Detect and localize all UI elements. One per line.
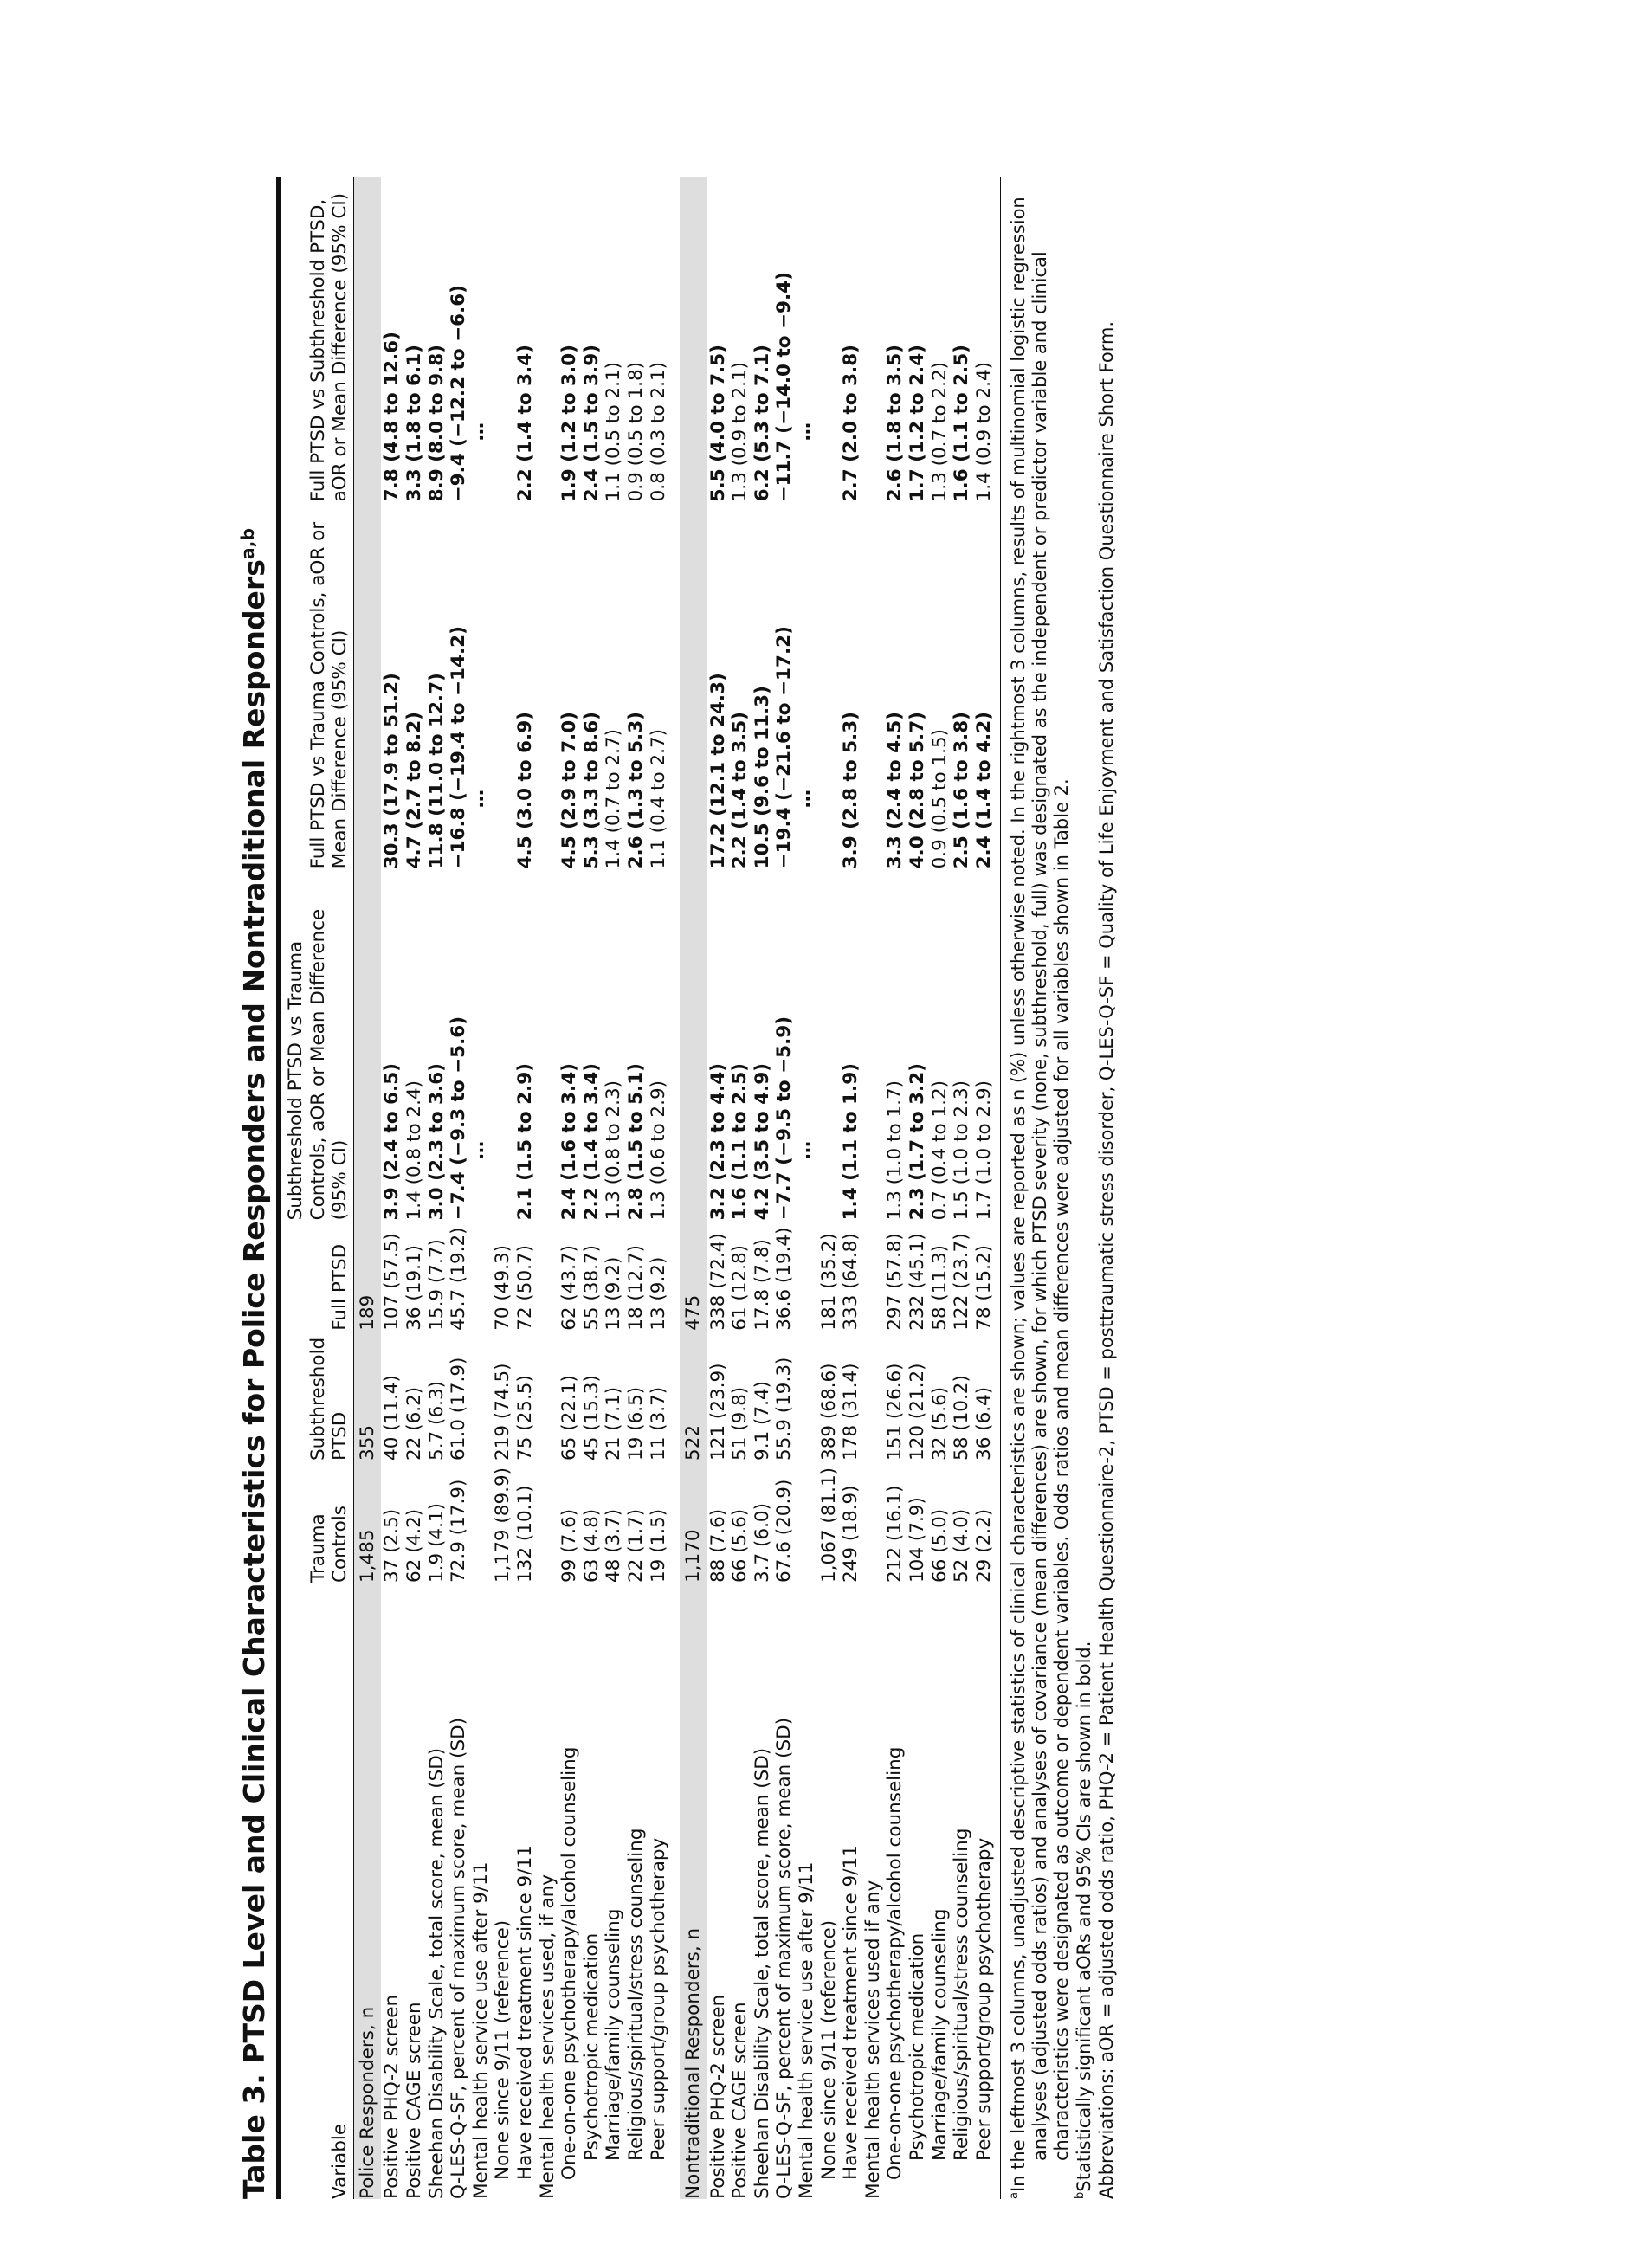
row-label: Q-LES-Q-SF, percent of maximum score, mean (SD) [773, 1717, 796, 2199]
table-row [707, 177, 730, 2199]
section-row [353, 177, 381, 2199]
row-label: One-on-one psychotherapy/alcohol counseling [884, 1746, 907, 2180]
value-cell: 3.3 (2.4 to 4.5) [884, 712, 907, 869]
value-cell: 0.9 (0.5 to 1.5) [928, 728, 951, 869]
value-cell: 10.5 (9.6 to 11.3) [751, 686, 773, 869]
value-cell: 18 (12.7) [624, 1244, 647, 1331]
table-row [773, 177, 796, 2199]
value-cell: 2.1 (1.5 to 2.9) [513, 1063, 536, 1221]
value-cell: 2.4 (1.4 to 4.2) [972, 712, 995, 869]
value-cell: 104 (7.9) [907, 1497, 929, 1583]
value-cell: 389 (68.6) [817, 1363, 840, 1461]
table-row [537, 177, 559, 2199]
value-cell: 40 (11.4) [381, 1375, 403, 1461]
footnote-b [1074, 177, 1095, 2199]
value-cell: 45.7 (19.2) [448, 1227, 470, 1331]
value-cell: 9.1 (7.4) [751, 1380, 773, 1461]
value-cell: 1.4 (0.8 to 2.4) [403, 1080, 425, 1221]
section-n-cell: 189 [353, 1220, 381, 1330]
value-cell: 66 (5.0) [928, 1508, 951, 1583]
value-cell: 1,179 (89.9) [492, 1467, 514, 1583]
value-cell: 1.3 (0.9 to 2.1) [729, 361, 752, 502]
value-cell: 6.2 (5.3 to 7.1) [751, 345, 773, 502]
table-row [884, 177, 907, 2199]
row-label: Peer support/group psychotherapy [647, 1837, 669, 2161]
row-label: Mental health service use after 9/11 [469, 1861, 492, 2199]
value-cell: 120 (21.2) [907, 1363, 929, 1461]
value-cell [796, 1331, 818, 1461]
col-full-vs-controls: Full PTSD vs Trauma Controls, aOR or Mean Difference (95% CI) [307, 521, 352, 869]
value-cell: 2.4 (1.6 to 3.4) [558, 1063, 581, 1221]
footnote-a-marker: a [1008, 2192, 1022, 2199]
value-cell: 36 (19.1) [403, 1244, 425, 1331]
value-cell: 1.1 (0.4 to 2.7) [647, 728, 669, 869]
value-cell [862, 868, 885, 1220]
value-cell: 219 (74.5) [492, 1363, 514, 1461]
value-cell: 1.3 (0.8 to 2.3) [603, 1080, 625, 1221]
value-cell: 1.9 (1.2 to 3.0) [558, 345, 581, 502]
value-cell [796, 868, 818, 1220]
row-label: Positive CAGE screen [729, 2002, 752, 2199]
value-cell: 36 (6.4) [972, 1386, 995, 1461]
table-row [951, 177, 973, 2199]
section-n-cell: 1,170 [680, 1461, 707, 1583]
value-cell: 61.0 (17.9) [448, 1357, 470, 1461]
value-cell: 55.9 (19.3) [773, 1357, 796, 1461]
row-label: Psychotropic medication [907, 1932, 929, 2161]
value-cell: 1.1 (0.5 to 2.1) [603, 361, 625, 502]
value-cell: 99 (7.6) [558, 1508, 581, 1583]
value-cell: 1,067 (81.1) [817, 1467, 840, 1583]
value-cell: 70 (49.3) [492, 1244, 514, 1331]
table-row [907, 177, 929, 2199]
value-cell: 2.6 (1.3 to 5.3) [624, 712, 647, 869]
row-label: One-on-one psychotherapy/alcohol counseling [558, 1746, 581, 2180]
value-cell: 15.9 (7.7) [425, 1239, 448, 1331]
col-full-vs-sub: Full PTSD vs Subthreshold PTSD, aOR or Mean Difference (95% CI) [307, 192, 352, 502]
value-cell: 122 (23.7) [951, 1233, 973, 1331]
table-row [603, 177, 625, 2199]
section-empty-cell [353, 177, 381, 501]
value-cell: 17.8 (7.8) [751, 1239, 773, 1331]
col-trauma-controls: Trauma Controls [307, 1506, 352, 1583]
value-cell: 2.2 (1.4 to 3.4) [580, 1063, 603, 1221]
table-row [492, 177, 514, 2199]
table-row [514, 177, 537, 2199]
table-row [729, 177, 752, 2199]
table-row [818, 177, 841, 2199]
value-cell: 181 (35.2) [817, 1233, 840, 1331]
table-body [353, 177, 1000, 2199]
value-cell [537, 868, 559, 1220]
value-cell: 13 (9.2) [603, 1256, 625, 1331]
section-empty-cell [353, 501, 381, 868]
value-cell [796, 501, 818, 868]
value-cell: 8.9 (8.0 to 9.8) [425, 345, 448, 502]
value-cell [537, 177, 559, 501]
value-cell: −7.7 (−9.5 to −5.9) [773, 1016, 796, 1221]
col-sub-vs-controls: Subthreshold PTSD vs Trauma Controls, aOR or Mean Difference (95% CI) [285, 908, 352, 1221]
value-cell [470, 501, 493, 868]
row-label: Marriage/family counseling [928, 1908, 951, 2161]
value-cell: 45 (15.3) [580, 1375, 603, 1461]
value-cell [537, 501, 559, 868]
reference-dots-cell: … [467, 789, 489, 809]
value-cell: −9.4 (−12.2 to −6.6) [448, 285, 470, 502]
row-label: Positive PHQ-2 screen [381, 1994, 403, 2199]
value-cell [862, 1220, 885, 1330]
spacer-cell [669, 177, 680, 2199]
row-label: Marriage/family counseling [603, 1908, 625, 2161]
value-cell: 21 (7.1) [603, 1386, 625, 1461]
row-label: Sheehan Disability Scale, total score, mean (SD) [751, 1747, 773, 2199]
value-cell [470, 868, 493, 1220]
row-label: Q-LES-Q-SF, percent of maximum score, mean (SD) [448, 1717, 470, 2199]
table-row [796, 177, 818, 2199]
value-cell: 72 (50.7) [513, 1244, 536, 1331]
value-cell: 88 (7.6) [707, 1508, 729, 1583]
value-cell: 19 (6.5) [624, 1386, 647, 1461]
value-cell: 63 (4.8) [580, 1508, 603, 1583]
value-cell: 1.4 (0.7 to 2.7) [603, 728, 625, 869]
value-cell: −16.8 (−19.4 to −14.2) [448, 626, 470, 869]
value-cell: 1.4 (0.9 to 2.4) [972, 361, 995, 502]
value-cell: 11 (3.7) [647, 1386, 669, 1461]
value-cell: 22 (1.7) [624, 1508, 647, 1583]
value-cell: 107 (57.5) [381, 1233, 403, 1331]
value-cell [796, 1461, 818, 1583]
value-cell: 121 (23.9) [707, 1363, 729, 1461]
footnote-abbreviations: Abbreviations: aOR = adjusted odds ratio, PHQ-2 = Patient Health Questionnaire-2, PTSD = posttraumatic stress disorder, Q-LES-Q-SF = Quality of Life Enjoyment and Satisfaction Questionnaire Short Form. [1096, 320, 1118, 2199]
value-cell: 1.7 (1.2 to 2.4) [907, 345, 929, 502]
value-cell: 2.7 (2.0 to 3.8) [840, 345, 862, 502]
row-label: Peer support/group psychotherapy [972, 1837, 995, 2161]
reference-dots-cell: … [467, 422, 489, 442]
col-variable: Variable [329, 2123, 352, 2199]
header-row [281, 177, 353, 2199]
table-row [973, 177, 1001, 2199]
value-cell: 7.8 (4.8 to 12.6) [381, 332, 403, 502]
value-cell: 297 (57.8) [884, 1233, 907, 1331]
section-empty-cell [680, 177, 707, 501]
value-cell: 2.2 (1.4 to 3.4) [513, 345, 536, 502]
value-cell: 2.2 (1.4 to 3.5) [729, 712, 752, 869]
section-n-cell: 1,485 [353, 1461, 381, 1583]
value-cell: 3.9 (2.4 to 6.5) [381, 1063, 403, 1221]
table-row [581, 177, 603, 2199]
value-cell: 1.6 (1.1 to 2.5) [729, 1063, 752, 1221]
value-cell: 4.2 (3.5 to 4.9) [751, 1063, 773, 1221]
value-cell: 72.9 (17.9) [448, 1479, 470, 1583]
value-cell: 0.8 (0.3 to 2.1) [647, 361, 669, 502]
row-label: Mental health services used, if any [536, 1874, 558, 2199]
reference-dots-cell: … [467, 1140, 489, 1160]
value-cell [796, 1220, 818, 1330]
value-cell: 212 (16.1) [884, 1485, 907, 1583]
value-cell: 30.3 (17.9 to 51.2) [381, 673, 403, 869]
table-header [281, 177, 353, 2199]
reference-dots-cell: … [792, 789, 815, 809]
value-cell: −19.4 (−21.6 to −17.2) [773, 626, 796, 869]
value-cell: 62 (4.2) [403, 1508, 425, 1583]
value-cell: 3.2 (2.3 to 4.4) [707, 1063, 729, 1221]
reference-dots-cell: … [792, 422, 815, 442]
value-cell: −7.4 (−9.3 to −5.6) [448, 1016, 470, 1221]
value-cell [862, 1331, 885, 1461]
value-cell: 3.3 (1.8 to 6.1) [403, 345, 425, 502]
value-cell: 5.5 (4.0 to 7.5) [707, 345, 729, 502]
value-cell: 1.3 (0.7 to 2.2) [928, 361, 951, 502]
value-cell [862, 501, 885, 868]
row-label: Positive PHQ-2 screen [707, 1994, 729, 2199]
value-cell: 52 (4.0) [951, 1508, 973, 1583]
table-row [426, 177, 448, 2199]
value-cell: 65 (22.1) [558, 1375, 581, 1461]
value-cell: 37 (2.5) [381, 1508, 403, 1583]
table-row [625, 177, 648, 2199]
value-cell: 58 (10.2) [951, 1375, 973, 1461]
table-row [470, 177, 493, 2199]
data-table [281, 177, 1000, 2199]
value-cell: 2.8 (1.5 to 5.1) [624, 1063, 647, 1221]
value-cell: −11.7 (−14.0 to −9.4) [773, 272, 796, 502]
value-cell [537, 1461, 559, 1583]
footnote-b-marker: b [1074, 2191, 1087, 2199]
value-cell: 36.6 (19.4) [773, 1227, 796, 1331]
value-cell: 62 (43.7) [558, 1244, 581, 1331]
value-cell: 13 (9.2) [647, 1256, 669, 1331]
value-cell: 3.7 (6.0) [751, 1503, 773, 1583]
row-label: Mental health services used if any [861, 1880, 884, 2199]
section-empty-cell [680, 868, 707, 1220]
section-empty-cell [680, 501, 707, 868]
row-label: Positive CAGE screen [403, 2002, 425, 2199]
row-label: Psychotropic medication [580, 1932, 603, 2161]
value-cell: 2.4 (1.5 to 3.9) [580, 345, 603, 502]
value-cell: 3.9 (2.8 to 5.3) [840, 712, 862, 869]
value-cell: 32 (5.6) [928, 1386, 951, 1461]
table-row [752, 177, 774, 2199]
value-cell [796, 177, 818, 501]
row-label: Religious/spiritual/stress counseling [951, 1828, 973, 2161]
value-cell: 19 (1.5) [647, 1508, 669, 1583]
value-cell: 22 (6.2) [403, 1386, 425, 1461]
value-cell [470, 1331, 493, 1461]
footnote-b-text: Statistically significant aORs and 95% CIs are shown in bold. [1074, 1641, 1095, 2192]
value-cell: 2.5 (1.6 to 3.8) [951, 712, 973, 869]
table-row [381, 177, 403, 2199]
table-row [648, 177, 670, 2199]
footnote-a-text: In the leftmost 3 columns, unadjusted descriptive statistics of clinical characteristics are shown; values are reported as n (%) unless otherwise noted. In the rightmost 3 columns, results of multinomial logistic regression analyses (adjusted odds ratios) and analyses of covariance (mean differences) are shown, for which PTSD severity (none, subthreshold, full) was designated as the independent or predictor variable and clinical characteristics were designated as outcome or dependent variables. Odds ratios and mean differences were adjusted for all variables shown in Table 2. [1008, 197, 1073, 2193]
group-spacer [669, 177, 680, 2199]
section-label: Police Responders, n [353, 1583, 381, 2199]
value-cell: 151 (26.6) [884, 1363, 907, 1461]
row-label: None since 9/11 (reference) [492, 1919, 514, 2180]
footnotes [1008, 177, 1118, 2199]
value-cell [470, 1220, 493, 1330]
section-n-cell: 355 [353, 1331, 381, 1461]
section-label: Nontraditional Responders, n [680, 1583, 707, 2199]
col-full-ptsd: Full PTSD [329, 1243, 352, 1331]
value-cell: 0.9 (0.5 to 1.8) [624, 361, 647, 502]
value-cell: 4.5 (2.9 to 7.0) [558, 712, 581, 869]
table-row [558, 177, 581, 2199]
value-cell: 338 (72.4) [707, 1233, 729, 1331]
table-row [448, 177, 470, 2199]
row-label: Sheehan Disability Scale, total score, mean (SD) [425, 1747, 448, 2199]
value-cell: 232 (45.1) [907, 1233, 929, 1331]
reference-dots-cell: … [792, 1140, 815, 1160]
value-cell [537, 1220, 559, 1330]
value-cell: 0.7 (0.4 to 1.2) [928, 1080, 951, 1221]
footnote-a [1008, 177, 1073, 2199]
value-cell: 75 (25.5) [513, 1375, 536, 1461]
value-cell [862, 177, 885, 501]
row-label: Have received treatment since 9/11 [840, 1845, 862, 2180]
section-n-cell: 522 [680, 1331, 707, 1461]
title-text: Table 3. PTSD Level and Clinical Characteristics for Police Responders and Nontraditional Responders [237, 559, 271, 2199]
table-row [862, 177, 885, 2199]
value-cell: 58 (11.3) [928, 1244, 951, 1331]
value-cell [862, 1461, 885, 1583]
value-cell: 2.6 (1.8 to 3.5) [884, 345, 907, 502]
table-row [929, 177, 952, 2199]
table-row [840, 177, 862, 2199]
value-cell: 51 (9.8) [729, 1386, 752, 1461]
value-cell: 1.4 (1.1 to 1.9) [840, 1063, 862, 1221]
value-cell: 4.5 (3.0 to 6.9) [513, 712, 536, 869]
value-cell: 61 (12.8) [729, 1244, 752, 1331]
value-cell: 11.8 (11.0 to 12.7) [425, 673, 448, 869]
table-container [236, 177, 1119, 2199]
value-cell: 1.7 (1.0 to 2.9) [972, 1080, 995, 1221]
value-cell: 78 (15.2) [972, 1244, 995, 1331]
table-wrapper [281, 177, 1001, 2199]
value-cell: 3.0 (2.3 to 3.6) [425, 1063, 448, 1221]
row-label: Have received treatment since 9/11 [513, 1845, 536, 2180]
col-subthreshold: Subthreshold PTSD [307, 1337, 352, 1461]
value-cell: 1.9 (4.1) [425, 1503, 448, 1583]
value-cell: 55 (38.7) [580, 1244, 603, 1331]
value-cell: 5.7 (6.3) [425, 1380, 448, 1461]
value-cell [470, 1461, 493, 1583]
value-cell: 1.3 (1.0 to 1.7) [884, 1080, 907, 1221]
section-n-cell: 475 [680, 1220, 707, 1330]
value-cell: 17.2 (12.1 to 24.3) [707, 673, 729, 869]
section-row [680, 177, 707, 2199]
value-cell: 66 (5.6) [729, 1508, 752, 1583]
title-superscript: a,b [237, 527, 258, 560]
value-cell [470, 177, 493, 501]
value-cell: 48 (3.7) [603, 1508, 625, 1583]
value-cell: 1.3 (0.6 to 2.9) [647, 1080, 669, 1221]
row-label: Mental health service use after 9/11 [796, 1861, 818, 2199]
table-row [403, 177, 426, 2199]
value-cell: 333 (64.8) [840, 1233, 862, 1331]
value-cell: 1.6 (1.1 to 2.5) [951, 345, 973, 502]
row-label: Religious/spiritual/stress counseling [624, 1828, 647, 2161]
value-cell: 5.3 (3.3 to 8.6) [580, 712, 603, 869]
value-cell: 29 (2.2) [972, 1508, 995, 1583]
value-cell: 2.3 (1.7 to 3.2) [907, 1063, 929, 1221]
table-title [236, 177, 281, 2199]
value-cell: 4.7 (2.7 to 8.2) [403, 712, 425, 869]
value-cell [537, 1331, 559, 1461]
value-cell: 4.0 (2.8 to 5.7) [907, 712, 929, 869]
value-cell: 249 (18.9) [840, 1485, 862, 1583]
value-cell: 178 (31.4) [840, 1363, 862, 1461]
row-label: None since 9/11 (reference) [817, 1919, 840, 2180]
value-cell: 1.5 (1.0 to 2.3) [951, 1080, 973, 1221]
value-cell: 132 (10.1) [513, 1485, 536, 1583]
value-cell: 67.6 (20.9) [773, 1479, 796, 1583]
section-empty-cell [353, 868, 381, 1220]
